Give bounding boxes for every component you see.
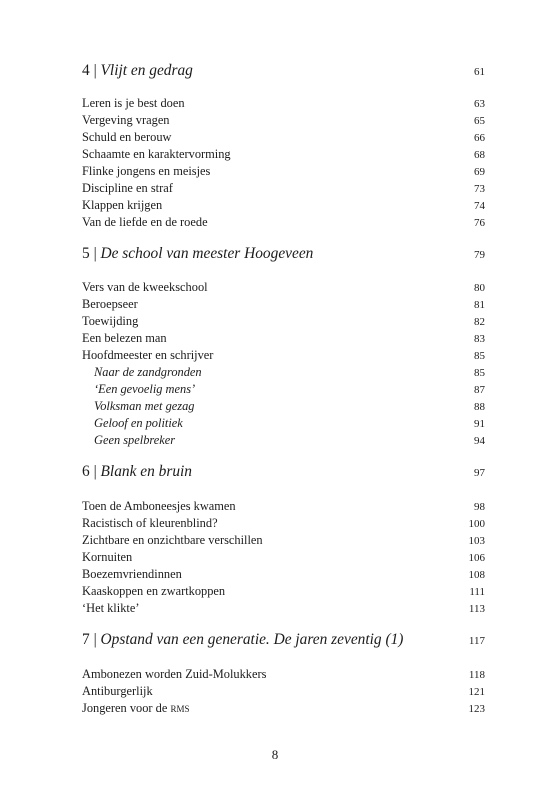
- toc-entry: [82, 129, 485, 146]
- chapter-label: [82, 461, 192, 483]
- entry-page: 74: [474, 200, 485, 212]
- chapter-number: 7: [82, 631, 90, 648]
- toc-subentry: [82, 415, 485, 432]
- entry-title: Klappen krijgen: [82, 198, 163, 212]
- entry-title: Discipline en straf: [82, 181, 173, 195]
- entry-page: 65: [474, 115, 485, 127]
- subentry-title: ‘Een gevoelig mens’: [94, 382, 196, 396]
- subentry-title: Geen spelbreker: [94, 433, 176, 447]
- toc-subentry: [82, 432, 485, 449]
- chapter-number: 4: [82, 62, 90, 79]
- chapter-number: 5: [82, 245, 90, 262]
- entry-page: 85: [474, 350, 485, 362]
- toc-entry: [82, 180, 485, 197]
- entry-page: 63: [474, 98, 485, 110]
- entry-page: 81: [474, 299, 485, 311]
- entry-page: 106: [468, 552, 485, 564]
- toc-entry: [82, 95, 485, 112]
- toc-subentry: [82, 398, 485, 415]
- page-number: 8: [271, 747, 279, 762]
- entry-title: Schaamte en karaktervorming: [82, 147, 231, 161]
- entry-title: Flinke jongens en meisjes: [82, 164, 211, 178]
- entry-page: 82: [474, 316, 485, 328]
- chapter-title: Vlijt en gedrag: [100, 62, 193, 79]
- toc-entry: [82, 683, 485, 700]
- entry-page: 111: [469, 586, 485, 598]
- entry-title: Ambonezen worden Zuid-Molukkers: [82, 667, 267, 681]
- chapter-page: 79: [474, 249, 485, 261]
- chapter-heading: [82, 60, 485, 82]
- entry-page: 118: [468, 669, 485, 681]
- toc-entry: [82, 330, 485, 347]
- toc-entry: [82, 112, 485, 129]
- entry-title: Van de liefde en de roede: [82, 215, 208, 229]
- chapter-heading: [82, 243, 485, 265]
- chapter-page: 61: [474, 66, 485, 78]
- toc-entry: [82, 566, 485, 583]
- chapter-separator: |: [93, 62, 97, 79]
- toc-entry: [82, 549, 485, 566]
- chapter-label: [82, 243, 313, 265]
- entry-page: 88: [474, 401, 485, 413]
- toc-subentry: [82, 364, 485, 381]
- entry-title: Hoofdmeester en schrijver: [82, 348, 214, 362]
- entry-page: 121: [468, 686, 485, 698]
- entry-page: 87: [474, 384, 485, 396]
- chapter-page: 117: [468, 635, 485, 647]
- entry-title: Toewijding: [82, 314, 139, 328]
- toc-entry: [82, 532, 485, 549]
- entry-title: Een belezen man: [82, 331, 167, 345]
- entry-page: 98: [474, 501, 485, 513]
- entry-title: Toen de Amboneesjes kwamen: [82, 499, 236, 513]
- toc-entry: [82, 279, 485, 296]
- toc-entry: [82, 600, 485, 617]
- toc-entry: [82, 515, 485, 532]
- toc-entry: [82, 498, 485, 515]
- chapter-label: [82, 60, 193, 82]
- entry-page: 66: [474, 132, 485, 144]
- toc-entry: [82, 163, 485, 180]
- toc-entry: [82, 313, 485, 330]
- toc-entry: [82, 347, 485, 364]
- entry-page: 76: [474, 217, 485, 229]
- entry-title: Kaaskoppen en zwartkoppen: [82, 584, 226, 598]
- entry-page: 80: [474, 282, 485, 294]
- subentry-title: Naar de zandgronden: [94, 365, 202, 379]
- entry-page: 123: [468, 703, 485, 715]
- toc-entry: [82, 296, 485, 313]
- entry-title: Vers van de kweekschool: [82, 280, 208, 294]
- entry-page: 68: [474, 149, 485, 161]
- subentry-title: Geloof en politiek: [94, 416, 183, 430]
- chapter-number: 6: [82, 463, 90, 480]
- entry-page: 69: [474, 166, 485, 178]
- chapter-heading: [82, 461, 485, 483]
- chapter-label: [82, 629, 403, 651]
- chapter-separator: |: [93, 463, 97, 480]
- chapter-page: 97: [474, 467, 485, 479]
- entry-page: 73: [474, 183, 485, 195]
- entry-title: Vergeving vragen: [82, 113, 170, 127]
- entry-title: Antiburgerlijk: [82, 684, 153, 698]
- toc-entry: [82, 583, 485, 600]
- entry-page: 94: [474, 435, 485, 447]
- chapter-separator: |: [93, 631, 97, 648]
- entry-title: Schuld en berouw: [82, 130, 172, 144]
- toc-entry: [82, 197, 485, 214]
- toc-entry: [82, 214, 485, 231]
- chapter-separator: |: [93, 245, 97, 262]
- entry-title-abbreviation: rms: [170, 701, 190, 715]
- chapter-title: Blank en bruin: [100, 463, 192, 480]
- entry-title: Leren is je best doen: [82, 96, 185, 110]
- chapter-title: De school van meester Hoogeveen: [100, 245, 314, 262]
- entry-page: 91: [474, 418, 485, 430]
- entry-title: Racistisch of kleurenblind?: [82, 516, 218, 530]
- entry-page: 108: [468, 569, 485, 581]
- chapter-heading: [82, 629, 485, 651]
- subentry-title: Volksman met gezag: [94, 399, 195, 413]
- entry-title: Boezemvriendinnen: [82, 567, 182, 581]
- entry-title: [82, 700, 189, 717]
- entry-page: 113: [468, 603, 485, 615]
- entry-page: 83: [474, 333, 485, 345]
- entry-title: Kornuiten: [82, 550, 133, 564]
- entry-title: Zichtbare en onzichtbare verschillen: [82, 533, 263, 547]
- toc-entry: [82, 700, 485, 717]
- entry-page: 85: [474, 367, 485, 379]
- entry-title-text: Jongeren voor de: [82, 701, 171, 715]
- toc-entry: [82, 146, 485, 163]
- toc-subentry: [82, 381, 485, 398]
- entry-page: 100: [468, 518, 485, 530]
- chapter-title: Opstand van een generatie. De jaren zeventig (1): [100, 631, 404, 648]
- entry-title: Beroepseer: [82, 297, 138, 311]
- entry-page: 103: [468, 535, 485, 547]
- entry-title: ‘Het klikte’: [82, 601, 140, 615]
- toc-entry: [82, 666, 485, 683]
